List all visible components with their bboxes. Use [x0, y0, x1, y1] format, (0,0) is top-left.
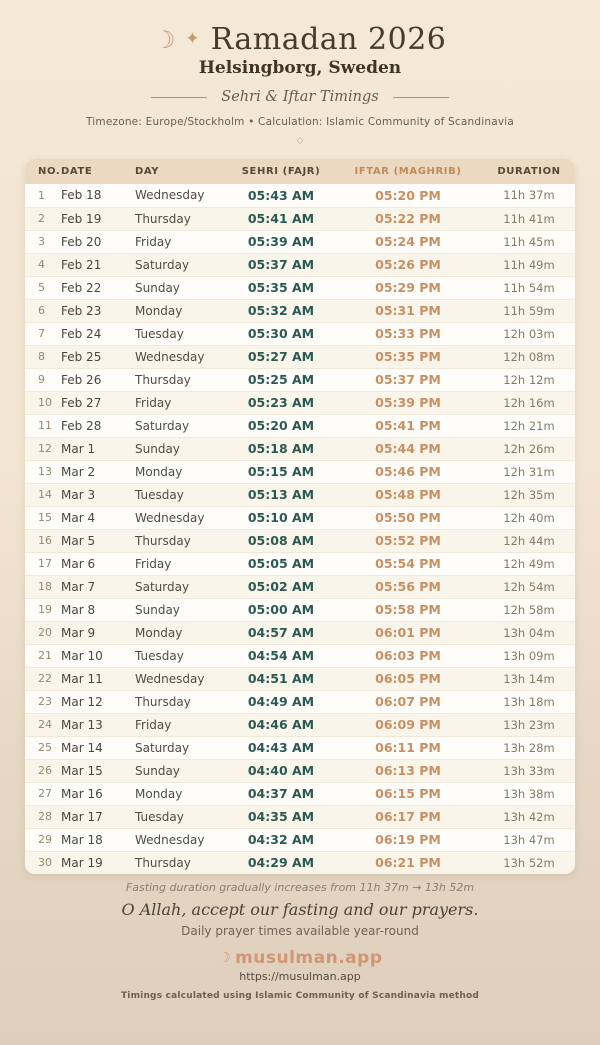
cell-no: 20: [25, 621, 61, 644]
cell-iftar: 06:11 PM: [333, 736, 483, 759]
table-row: [25, 184, 575, 207]
cell-date: Feb 18: [61, 188, 102, 203]
table-row: [25, 713, 575, 736]
cell-day: Saturday: [135, 575, 229, 598]
cell-duration: 12h 58m: [483, 598, 575, 621]
table-row: [25, 414, 575, 437]
brand-url-link[interactable]: https://musulman.app: [239, 970, 361, 983]
table-row: [25, 529, 575, 552]
cell-date: Mar 17: [61, 805, 135, 828]
cell-date: Feb 28: [61, 414, 135, 437]
cell-iftar: 05:35 PM: [333, 345, 483, 368]
table-row: [25, 345, 575, 368]
cell-date: Feb 24: [61, 322, 135, 345]
cell-iftar: 05:50 PM: [333, 506, 483, 529]
table-body: [25, 184, 575, 874]
cell-iftar: 05:41 PM: [333, 414, 483, 437]
table-row: [25, 782, 575, 805]
table-row: [25, 460, 575, 483]
table-row: [25, 644, 575, 667]
cell-iftar: 05:56 PM: [333, 575, 483, 598]
cell-no: 9: [25, 368, 61, 391]
cell-sehri: 05:30 AM: [229, 322, 333, 345]
table-row: [25, 598, 575, 621]
cell-sehri: 04:40 AM: [229, 759, 333, 782]
cell-duration: 13h 28m: [483, 736, 575, 759]
cell-sehri: 05:00 AM: [229, 598, 333, 621]
brand-crescent-icon: ☾: [217, 950, 231, 966]
cell-day: Wednesday: [135, 828, 229, 851]
cell-no: 23: [25, 690, 61, 713]
cell-day: Friday: [135, 391, 229, 414]
cell-sehri: 05:02 AM: [229, 575, 333, 598]
brand-link[interactable]: musulman.app: [235, 948, 383, 968]
page-header: [0, 22, 600, 57]
cell-no: 5: [25, 276, 61, 299]
cell-sehri: 04:54 AM: [229, 644, 333, 667]
crescent-moon-icon: ☾: [153, 25, 176, 54]
location-title: Helsingborg, Sweden: [198, 58, 402, 78]
cell-duration: 11h 37m: [503, 188, 555, 203]
column-header-date: DATE: [61, 159, 135, 184]
brand-row: [0, 948, 600, 968]
table-row: [25, 690, 575, 713]
cell-day: Saturday: [135, 736, 229, 759]
cell-iftar: 05:37 PM: [333, 368, 483, 391]
cell-day: Monday: [135, 782, 229, 805]
cell-sehri: 05:18 AM: [229, 437, 333, 460]
cell-duration: 11h 49m: [483, 253, 575, 276]
cell-date: Mar 2: [61, 460, 135, 483]
table-row: [25, 575, 575, 598]
cell-day: Thursday: [135, 207, 229, 230]
table-row: [25, 759, 575, 782]
cell-duration: 12h 21m: [483, 414, 575, 437]
cell-iftar: 05:31 PM: [333, 299, 483, 322]
cell-day: Monday: [135, 299, 229, 322]
cell-duration: 13h 04m: [483, 621, 575, 644]
cell-day: Friday: [135, 713, 229, 736]
cell-no: 11: [25, 414, 61, 437]
cell-no: 7: [25, 322, 61, 345]
table-row: [25, 253, 575, 276]
cell-no: 29: [25, 828, 61, 851]
cell-duration: 12h 54m: [483, 575, 575, 598]
cell-date: Mar 15: [61, 759, 135, 782]
cell-no: 27: [25, 782, 61, 805]
cell-no: 4: [25, 253, 61, 276]
cell-date: Mar 9: [61, 621, 135, 644]
cell-duration: 12h 26m: [483, 437, 575, 460]
calculation-method-note: Timings calculated using Islamic Community of Scandinavia method: [120, 991, 480, 1001]
cell-date: Mar 5: [61, 529, 135, 552]
cell-date: Mar 14: [61, 736, 135, 759]
cell-date: Mar 1: [61, 437, 135, 460]
cell-duration: 12h 35m: [483, 483, 575, 506]
cell-sehri: 05:41 AM: [229, 207, 333, 230]
cell-no: 12: [25, 437, 61, 460]
cell-iftar: 05:46 PM: [333, 460, 483, 483]
cell-date: Mar 16: [61, 782, 135, 805]
cell-iftar: 05:20 PM: [375, 187, 441, 203]
table-row: [25, 851, 575, 874]
cell-day: Thursday: [135, 690, 229, 713]
cell-no: 14: [25, 483, 61, 506]
cell-day: Tuesday: [135, 483, 229, 506]
cell-no: 13: [25, 460, 61, 483]
cell-day: Wednesday: [135, 345, 229, 368]
subtitle-divider: [0, 89, 600, 105]
diamond-ornament-icon: ◇: [296, 136, 304, 146]
cell-duration: 13h 38m: [483, 782, 575, 805]
cell-day: Friday: [135, 552, 229, 575]
cell-sehri: 05:05 AM: [229, 552, 333, 575]
cell-no: 3: [25, 230, 61, 253]
table-row: [25, 437, 575, 460]
cell-day: Sunday: [135, 759, 229, 782]
cell-sehri: 05:23 AM: [229, 391, 333, 414]
cell-iftar: 05:24 PM: [333, 230, 483, 253]
cell-no: 19: [25, 598, 61, 621]
cell-no: 18: [25, 575, 61, 598]
timezone-calculation-meta: Timezone: Europe/Stockholm • Calculation: Islamic Community of Scandinavia: [86, 116, 514, 128]
cell-no: 8: [25, 345, 61, 368]
table-row: [25, 322, 575, 345]
column-header-sehri: SEHRI (FAJR): [229, 159, 333, 184]
table-row: [25, 736, 575, 759]
cell-no: 26: [25, 759, 61, 782]
cell-date: Feb 22: [61, 276, 135, 299]
fasting-duration-note: Fasting duration gradually increases from 11h 37m → 13h 52m: [125, 881, 475, 894]
cell-no: 25: [25, 736, 61, 759]
cell-date: Mar 4: [61, 506, 135, 529]
cell-no: 2: [25, 207, 61, 230]
cell-duration: 13h 23m: [483, 713, 575, 736]
cell-sehri: 05:13 AM: [229, 483, 333, 506]
cell-date: Feb 25: [61, 345, 135, 368]
table-row: [25, 483, 575, 506]
table-row: [25, 299, 575, 322]
cell-day: Saturday: [135, 253, 229, 276]
cell-duration: 11h 54m: [483, 276, 575, 299]
cell-day: Wednesday: [135, 667, 229, 690]
cell-day: Sunday: [135, 598, 229, 621]
cell-day: Wednesday: [135, 506, 229, 529]
cell-iftar: 05:29 PM: [333, 276, 483, 299]
cell-sehri: 05:35 AM: [229, 276, 333, 299]
cell-date: Feb 19: [61, 207, 135, 230]
cell-no: 15: [25, 506, 61, 529]
cell-iftar: 05:44 PM: [333, 437, 483, 460]
cell-sehri: 04:57 AM: [229, 621, 333, 644]
cell-sehri: 05:27 AM: [229, 345, 333, 368]
divider-line-left: [151, 97, 207, 98]
column-header-no: NO.: [25, 159, 61, 184]
cell-duration: 11h 41m: [483, 207, 575, 230]
cell-day: Monday: [135, 621, 229, 644]
cell-day: Saturday: [135, 414, 229, 437]
cell-no: 28: [25, 805, 61, 828]
table-row: [25, 506, 575, 529]
availability-note: Daily prayer times available year-round: [181, 924, 419, 938]
cell-duration: 12h 08m: [483, 345, 575, 368]
cell-sehri: 05:37 AM: [229, 253, 333, 276]
column-header-duration: DURATION: [483, 159, 575, 184]
dua-text: O Allah, accept our fasting and our prayers.: [121, 900, 479, 919]
column-header-day: DAY: [135, 159, 229, 184]
table-row: [25, 552, 575, 575]
cell-no: 1: [38, 188, 45, 202]
cell-day: Tuesday: [135, 805, 229, 828]
cell-iftar: 06:15 PM: [333, 782, 483, 805]
cell-iftar: 06:09 PM: [333, 713, 483, 736]
cell-iftar: 05:54 PM: [333, 552, 483, 575]
table-header: [25, 159, 575, 184]
cell-duration: 13h 47m: [483, 828, 575, 851]
table-row: [25, 828, 575, 851]
cell-sehri: 04:46 AM: [229, 713, 333, 736]
sparkle-star-icon: ✦: [185, 28, 200, 49]
cell-date: Mar 18: [61, 828, 135, 851]
cell-no: 16: [25, 529, 61, 552]
cell-iftar: 06:01 PM: [333, 621, 483, 644]
table-row: [25, 368, 575, 391]
cell-iftar: 06:05 PM: [333, 667, 483, 690]
cell-sehri: 04:43 AM: [229, 736, 333, 759]
cell-date: Mar 10: [61, 644, 135, 667]
cell-sehri: 05:10 AM: [229, 506, 333, 529]
cell-iftar: 06:17 PM: [333, 805, 483, 828]
cell-day: Thursday: [135, 529, 229, 552]
cell-duration: 13h 42m: [483, 805, 575, 828]
cell-day: Wednesday: [135, 188, 205, 203]
table-row: [25, 667, 575, 690]
cell-iftar: 05:22 PM: [333, 207, 483, 230]
cell-iftar: 05:58 PM: [333, 598, 483, 621]
cell-duration: 13h 33m: [483, 759, 575, 782]
cell-no: 24: [25, 713, 61, 736]
cell-iftar: 05:39 PM: [333, 391, 483, 414]
cell-day: Tuesday: [135, 322, 229, 345]
cell-date: Mar 3: [61, 483, 135, 506]
cell-date: Mar 12: [61, 690, 135, 713]
cell-duration: 12h 16m: [483, 391, 575, 414]
cell-sehri: 05:15 AM: [229, 460, 333, 483]
cell-date: Feb 27: [61, 391, 135, 414]
cell-day: Monday: [135, 460, 229, 483]
cell-duration: 13h 14m: [483, 667, 575, 690]
timings-table-card: [25, 159, 575, 874]
cell-date: Feb 21: [61, 253, 135, 276]
cell-no: 21: [25, 644, 61, 667]
cell-iftar: 05:48 PM: [333, 483, 483, 506]
cell-no: 22: [25, 667, 61, 690]
subtitle: Sehri & Iftar Timings: [221, 89, 379, 105]
cell-date: Mar 13: [61, 713, 135, 736]
cell-iftar: 05:26 PM: [333, 253, 483, 276]
cell-duration: 12h 03m: [483, 322, 575, 345]
table-row: [25, 391, 575, 414]
cell-iftar: 06:13 PM: [333, 759, 483, 782]
cell-sehri: 05:32 AM: [229, 299, 333, 322]
cell-sehri: 05:39 AM: [229, 230, 333, 253]
cell-iftar: 05:52 PM: [333, 529, 483, 552]
table-row: [25, 207, 575, 230]
table-row: [25, 230, 575, 253]
cell-duration: 11h 45m: [483, 230, 575, 253]
cell-day: Sunday: [135, 276, 229, 299]
cell-date: Mar 11: [61, 667, 135, 690]
cell-date: Mar 19: [61, 851, 135, 874]
cell-duration: 12h 49m: [483, 552, 575, 575]
cell-sehri: 05:25 AM: [229, 368, 333, 391]
cell-sehri: 04:37 AM: [229, 782, 333, 805]
cell-duration: 13h 18m: [483, 690, 575, 713]
table-row: [25, 276, 575, 299]
cell-date: Feb 26: [61, 368, 135, 391]
cell-duration: 13h 09m: [483, 644, 575, 667]
cell-no: 17: [25, 552, 61, 575]
cell-sehri: 04:49 AM: [229, 690, 333, 713]
cell-sehri: 05:20 AM: [229, 414, 333, 437]
cell-day: Thursday: [135, 851, 229, 874]
page-title: Ramadan 2026: [210, 22, 447, 57]
cell-date: Mar 7: [61, 575, 135, 598]
brand-url: [0, 970, 600, 983]
column-header-iftar: IFTAR (MAGHRIB): [333, 159, 483, 184]
cell-day: Sunday: [135, 437, 229, 460]
cell-duration: 13h 52m: [483, 851, 575, 874]
cell-iftar: 06:07 PM: [333, 690, 483, 713]
cell-day: Friday: [135, 230, 229, 253]
cell-duration: 12h 40m: [483, 506, 575, 529]
cell-duration: 12h 31m: [483, 460, 575, 483]
cell-date: Feb 20: [61, 230, 135, 253]
timings-table: [25, 159, 575, 874]
cell-sehri: 04:51 AM: [229, 667, 333, 690]
table-row: [25, 805, 575, 828]
cell-iftar: 06:19 PM: [333, 828, 483, 851]
cell-date: Mar 6: [61, 552, 135, 575]
cell-duration: 12h 12m: [483, 368, 575, 391]
cell-date: Feb 23: [61, 299, 135, 322]
cell-day: Tuesday: [135, 644, 229, 667]
cell-iftar: 06:21 PM: [333, 851, 483, 874]
cell-day: Thursday: [135, 368, 229, 391]
cell-iftar: 05:33 PM: [333, 322, 483, 345]
cell-date: Mar 8: [61, 598, 135, 621]
cell-duration: 12h 44m: [483, 529, 575, 552]
table-row: [25, 621, 575, 644]
cell-sehri: 05:43 AM: [247, 187, 315, 203]
cell-iftar: 06:03 PM: [333, 644, 483, 667]
cell-no: 6: [25, 299, 61, 322]
cell-no: 10: [25, 391, 61, 414]
cell-sehri: 04:32 AM: [229, 828, 333, 851]
cell-no: 30: [25, 851, 61, 874]
divider-line-right: [393, 97, 449, 98]
cell-sehri: 05:08 AM: [229, 529, 333, 552]
cell-duration: 11h 59m: [483, 299, 575, 322]
cell-sehri: 04:35 AM: [229, 805, 333, 828]
cell-sehri: 04:29 AM: [229, 851, 333, 874]
